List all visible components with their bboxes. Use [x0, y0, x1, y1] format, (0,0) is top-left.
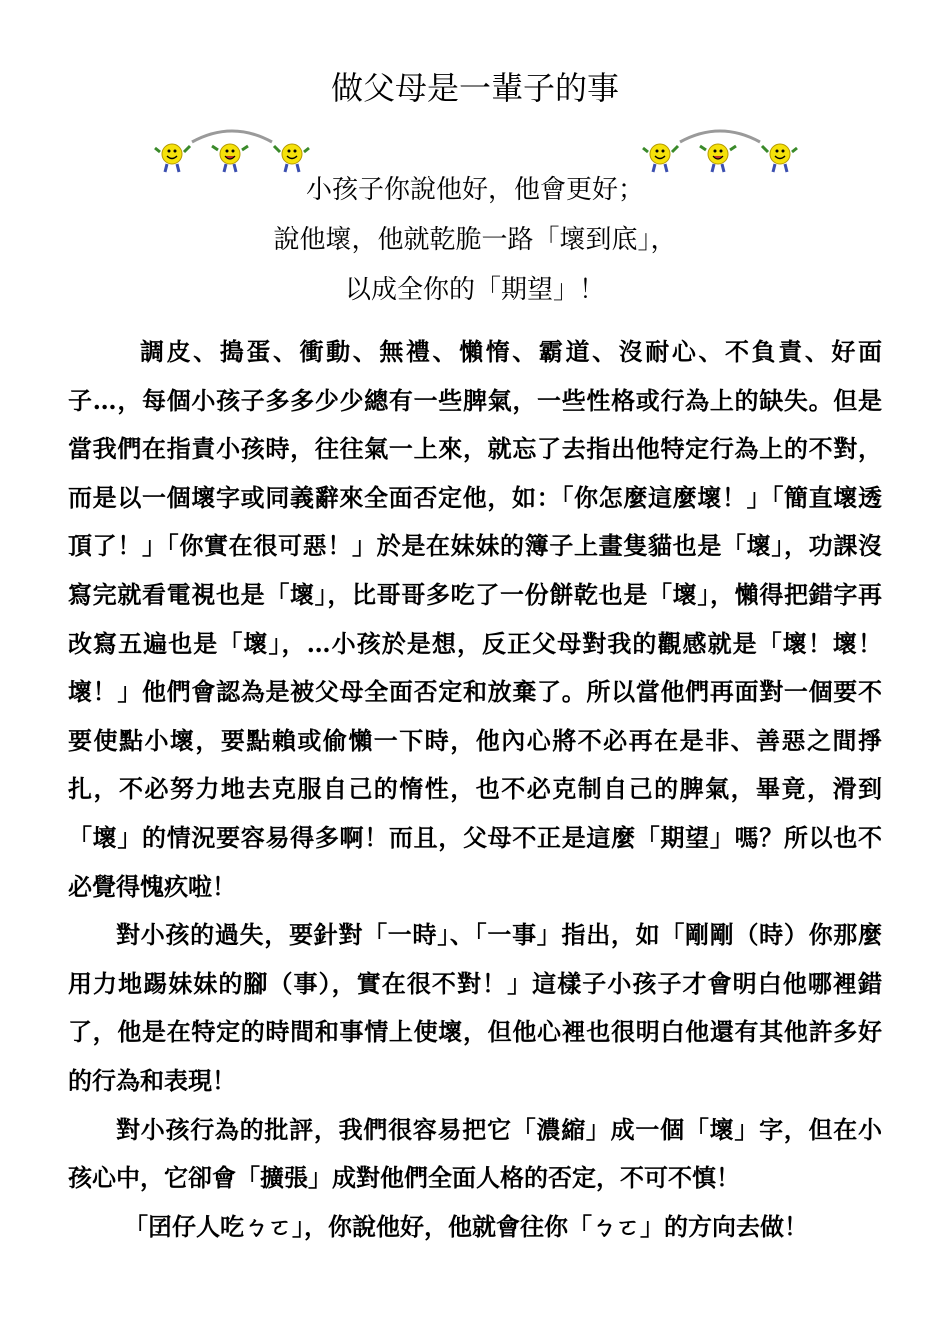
smiley-jump-rope-icon [152, 126, 312, 174]
paragraph: 對小孩行為的批評，我們很容易把它「濃縮」成一個「壞」字，但在小孩心中，它卻會「擴張」成對他們全面人格的否定，不可不慎！ [68, 1114, 882, 1193]
subtitle-line: 說他壞，他就乾脆一路「壞到底」， [273, 225, 677, 255]
article-body [68, 328, 882, 1251]
smiley-jump-rope-icon [640, 126, 800, 174]
paragraph: 對小孩的過失，要針對「一時」、「一事」指出，如「剛剛（時）你那麼用力地踢妹妹的腳（事），實在很不對！」這樣子小孩子才會明白他哪裡錯了，他是在特定的時間和事情上使壞，但他心裡也很明白他還有其他許多好的行為和表現！ [68, 920, 882, 1095]
page-title: 做父母是一輩子的事 [330, 69, 619, 107]
subtitle-line: 以成全你的「期望」！ [344, 275, 605, 305]
paragraph: 調皮、搗蛋、衝動、無禮、懶惰、霸道、沒耐心、不負責、好面子…，每個小孩子多多少少總有一些脾氣，一些性格或行為上的缺失。但是當我們在指責小孩時，往往氣一上來，就忘了去指出他特定行為上的不對，而是以一個壞字或同義辭來全面否定他，如：「你怎麼這麼壞！」「簡直壞透頂了！」「你實在很可惡！」於是在妹妹的簿子上畫隻貓也是「壞」，功課沒寫完就看電視也是「壞」，比哥哥多吃了一份餅乾也是「壞」，懶得把錯字再改寫五遍也是「壞」，…小孩於是想，反正父母對我的觀感就是「壞！壞！壞！」他們會認為是被父母全面否定和放棄了。所以當他們再面對一個要不要使點小壞，要點賴或偷懶一下時，他內心將不必再在是非、善惡之間掙扎，不必努力地去克服自己的惰性，也不必克制自己的脾氣，畢竟，滑到「壞」的情況要容易得多啊！而且，父母不正是這麼「期望」嗎？所以也不必覺得愧疚啦！ [68, 337, 882, 901]
paragraph: 「囝仔人吃ㄅㄛ」，你說他好，他就會往你「ㄅㄛ」的方向去做！ [124, 1211, 808, 1241]
subtitle-line: 小孩子你說他好，他會更好； [305, 175, 644, 205]
